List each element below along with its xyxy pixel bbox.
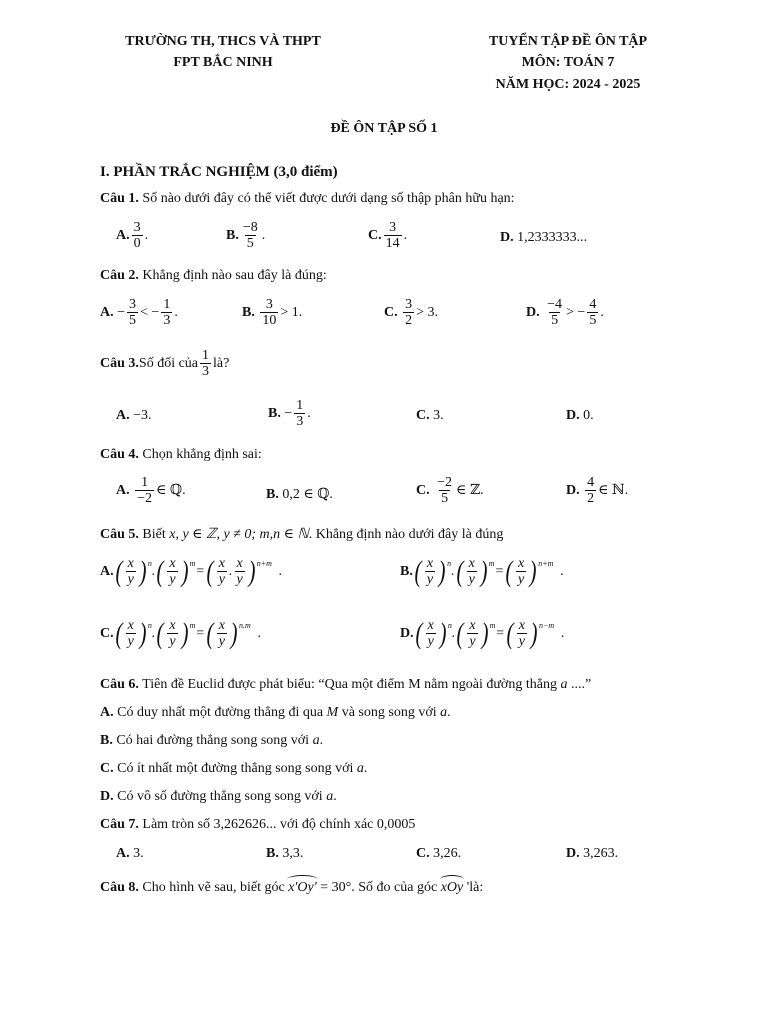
q2-option-c[interactable]: C. $\frac{3}{2}$ > 3. bbox=[384, 297, 439, 329]
option-label: B. bbox=[266, 486, 279, 502]
q4-option-a[interactable]: A. $\frac{1}{-2}$ ∈ ℚ . bbox=[116, 475, 186, 507]
fraction: $\frac{3}{0}$ bbox=[133, 220, 141, 252]
question-text: Làm tròn số 3,262626... với độ chính xác 0,0005 bbox=[138, 817, 416, 832]
question-label: Câu 4. bbox=[100, 447, 139, 462]
option-label: C. bbox=[384, 304, 398, 320]
question-text: Tiên đề Euclid được phát biểu: “Qua một điểm M nằm ngoài đường thẳng bbox=[138, 677, 561, 692]
option-value: 3,3 bbox=[282, 846, 300, 861]
question-text: Biết bbox=[138, 527, 170, 542]
question-label: Câu 6. bbox=[100, 677, 139, 692]
question-label: Câu 8. bbox=[100, 880, 139, 895]
option-value: 3 bbox=[433, 408, 441, 423]
option-label: D. bbox=[400, 625, 414, 641]
condition: x, y ∈ ℤ, y ≠ 0; m,n ∈ ℕ bbox=[169, 527, 309, 542]
question-label: Câu 5. bbox=[100, 527, 139, 542]
option-value: ∈ ℚ bbox=[156, 483, 183, 499]
q5-option-c[interactable]: C. ( $\frac{x}{y}$ ) $^n$ . ( $\frac{x}{y}$ ) $^m$ = ( $\frac{x}{y}$ ) $^{n.m}$ . bbox=[100, 616, 262, 650]
option-label: C. bbox=[100, 625, 114, 641]
option-label: D. bbox=[100, 789, 114, 804]
question-3: Câu 3. Số đối của $\frac{1}{3}$ là? bbox=[100, 348, 230, 380]
section-heading: I. PHẦN TRẮC NGHIỆM (3,0 điểm) bbox=[100, 164, 338, 180]
option-value: 0 bbox=[583, 408, 591, 423]
q3-option-c[interactable]: C. 3 . bbox=[416, 408, 444, 423]
option-label: A. bbox=[100, 705, 114, 720]
q7-option-b[interactable]: B. 3,3. bbox=[266, 846, 304, 861]
q2-option-b[interactable]: B. $\frac{3}{10}$ > 1. bbox=[242, 297, 303, 329]
option-value: ∈ ℤ bbox=[456, 483, 481, 499]
q1-option-c[interactable]: C. $\frac{3}{14}$ . bbox=[368, 220, 408, 252]
option-label: C. bbox=[416, 482, 430, 498]
page-title: ĐỀ ÔN TẬP SỐ 1 bbox=[330, 121, 438, 136]
question-text-end: là? bbox=[213, 355, 230, 371]
option-label: D. bbox=[566, 482, 580, 498]
option-value: ∈ ℕ bbox=[598, 483, 625, 499]
option-label: A. bbox=[116, 846, 130, 861]
option-label: D. bbox=[566, 846, 580, 861]
question-text-end: ....” bbox=[567, 677, 592, 692]
q6-option-d[interactable]: D. Có vô số đường thẳng song song với a. bbox=[100, 789, 337, 804]
question-text: Chọn khẳng định sai: bbox=[138, 447, 262, 462]
option-text: Có duy nhất một đường thẳng đi qua bbox=[113, 705, 327, 720]
option-label: A. bbox=[116, 408, 130, 423]
q3-option-a[interactable]: A. −3 . bbox=[116, 408, 152, 423]
option-label: C. bbox=[368, 227, 382, 243]
question-6: Câu 6. Tiên đề Euclid được phát biểu: “Qua một điểm M nằm ngoài đường thẳng a ....” bbox=[100, 677, 592, 692]
q1-option-d[interactable] bbox=[500, 230, 587, 246]
option-label: A. bbox=[100, 304, 114, 320]
option-value: 3,263 bbox=[583, 846, 615, 861]
option-label: D. bbox=[526, 304, 540, 320]
question-1 bbox=[100, 191, 515, 207]
question-text: . Số đo của góc bbox=[351, 880, 441, 895]
q2-option-a[interactable]: A. − $\frac{3}{5}$ < − $\frac{1}{3}$ . bbox=[100, 297, 178, 329]
school-year: NĂM HỌC: 2024 - 2025 bbox=[495, 77, 641, 92]
option-text: Có hai đường thẳng song song với bbox=[112, 733, 313, 748]
q3-option-d[interactable]: D. 0 . bbox=[566, 408, 594, 423]
option-label: D. bbox=[500, 230, 514, 245]
option-value: 3 bbox=[133, 846, 141, 861]
q5-option-b[interactable]: B. ( $\frac{x}{y}$ ) $^n$ . ( $\frac{x}{y}$ ) $^m$ = ( $\frac{x}{y}$ ) $^{n+m}$ . bbox=[400, 554, 564, 588]
option-label: B. bbox=[266, 846, 279, 861]
q1-option-b[interactable]: B. $\frac{-8}{5}$ . bbox=[226, 220, 266, 252]
option-text: và song song với bbox=[338, 705, 441, 720]
option-value: 0,2 ∈ ℚ bbox=[282, 487, 330, 502]
q7-option-a[interactable]: A. 3. bbox=[116, 846, 144, 861]
question-5 bbox=[100, 526, 503, 543]
option-label: B. bbox=[242, 304, 255, 320]
question-label: Câu 7. bbox=[100, 817, 139, 832]
q7-option-c[interactable]: C. 3,26. bbox=[416, 846, 462, 861]
option-label: B. bbox=[268, 405, 281, 421]
question-text: Cho hình vẽ sau, biết góc bbox=[138, 880, 289, 895]
option-value: 1,2333333... bbox=[517, 230, 588, 245]
option-label: C. bbox=[416, 846, 430, 861]
q5-option-a[interactable]: A. ( $\frac{x}{y}$ ) $^n$ . ( $\frac{x}{y}$ ) $^m$ = ( $\frac{x}{y}$ . $\frac{x}{y}$ ) $^{n+m}$ . bbox=[100, 554, 283, 588]
angle-symbol: x'Oy' bbox=[288, 880, 317, 895]
question-7 bbox=[100, 817, 415, 833]
question-label: Câu 3. bbox=[100, 355, 139, 371]
q4-option-b[interactable]: B. 0,2 ∈ ℚ . bbox=[266, 486, 333, 502]
question-text-end: 'là: bbox=[463, 880, 484, 895]
q7-option-d[interactable]: D. 3,263. bbox=[566, 846, 619, 861]
q4-option-d[interactable]: D. $\frac{4}{2}$ ∈ ℕ . bbox=[566, 475, 629, 507]
option-label: D. bbox=[566, 408, 580, 423]
angle-value: = 30° bbox=[316, 880, 352, 895]
question-text: Số nào dưới đây có thể viết được dưới dạng số thập phân hữu hạn: bbox=[138, 191, 515, 206]
question-4 bbox=[100, 447, 262, 463]
subject-title: MÔN: TOÁN 7 bbox=[521, 55, 615, 70]
school-name-line2: FPT BẮC NINH bbox=[173, 55, 273, 70]
q4-option-c[interactable]: C. $\frac{-2}{5}$ ∈ ℤ . bbox=[416, 475, 484, 507]
q6-option-c[interactable]: C. Có ít nhất một đường thẳng song song với a. bbox=[100, 761, 368, 776]
option-text: Có vô số đường thẳng song song với bbox=[113, 789, 327, 804]
collection-title: TUYỂN TẬP ĐỀ ÔN TẬP bbox=[488, 34, 648, 49]
option-text: Có ít nhất một đường thẳng song song với bbox=[113, 761, 357, 776]
question-text: Số đối của bbox=[138, 355, 199, 371]
q3-option-b[interactable]: B. − $\frac{1}{3}$ . bbox=[268, 398, 311, 430]
option-label: C. bbox=[416, 408, 430, 423]
option-value: 3,26 bbox=[433, 846, 458, 861]
school-name-line1: TRƯỜNG TH, THCS VÀ THPT bbox=[125, 34, 321, 49]
q2-option-d[interactable]: D. $\frac{-4}{5}$ > − $\frac{4}{5}$ . bbox=[526, 297, 604, 329]
option-label: A. bbox=[116, 482, 130, 498]
q5-option-d[interactable]: D. ( $\frac{x}{y}$ ) $^n$ . ( $\frac{x}{y}$ ) $^m$ = ( $\frac{x}{y}$ ) $^{n-m}$ . bbox=[400, 616, 565, 650]
option-label: A. bbox=[100, 563, 114, 579]
question-text: Khẳng định nào sau đây là đúng: bbox=[138, 268, 327, 283]
angle-symbol: xOy bbox=[440, 880, 464, 895]
option-label: B. bbox=[226, 227, 239, 243]
q1-option-a[interactable]: A. $\frac{3}{0}$ . bbox=[116, 220, 149, 252]
option-label: B. bbox=[400, 563, 413, 579]
question-text-end: . Khẳng định nào dưới đây là đúng bbox=[308, 527, 504, 542]
fraction: $\frac{-8}{5}$ bbox=[242, 220, 258, 252]
fraction: $\frac{3}{14}$ bbox=[385, 220, 400, 252]
option-label: C. bbox=[100, 761, 114, 776]
option-value: −3 bbox=[133, 408, 149, 423]
question-8 bbox=[100, 880, 483, 896]
option-label: A. bbox=[116, 227, 130, 243]
question-label: Câu 2. bbox=[100, 268, 139, 283]
question-label: Câu 1. bbox=[100, 191, 139, 206]
question-2 bbox=[100, 268, 327, 284]
option-label: B. bbox=[100, 733, 113, 748]
q6-option-a[interactable]: A. Có duy nhất một đường thẳng đi qua M và song song với a. bbox=[100, 705, 451, 720]
q6-option-b[interactable]: B. Có hai đường thẳng song song với a. bbox=[100, 733, 324, 748]
